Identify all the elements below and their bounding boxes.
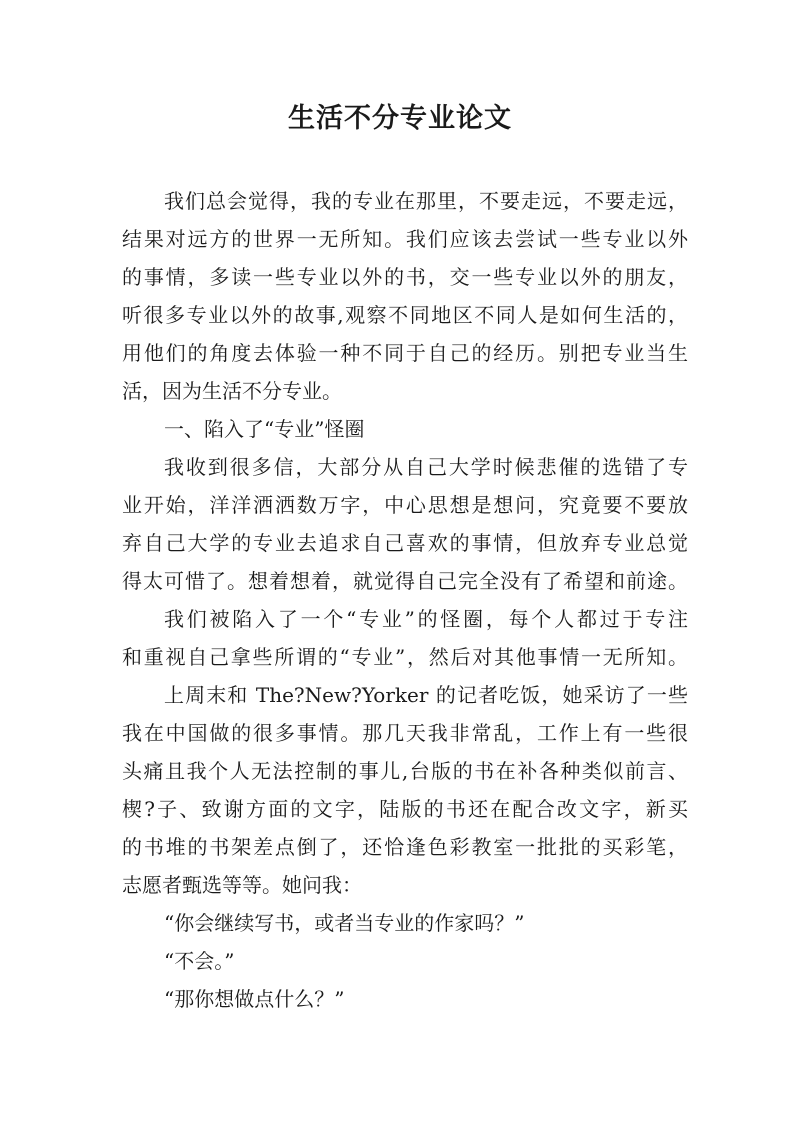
paragraph-line: 结果对远方的世界一无所知。我们应该去尝试一些专业以外: [122, 227, 688, 251]
paragraph-line: 我们总会觉得，我的专业在那里，不要走远，不要走远，: [164, 189, 688, 213]
paragraph-line: 的书堆的书架差点倒了，还恰逢色彩教室一批批的买彩笔，: [122, 835, 688, 859]
document-title: 生活不分专业论文: [288, 103, 512, 134]
paragraph-line: 头痛且我个人无法控制的事儿,台版的书在补各种类似前言、: [122, 759, 688, 783]
paragraph-line: 我在中国做的很多事情。那几天我非常乱，工作上有一些很: [122, 721, 688, 745]
paragraph-line: 志愿者甄选等等。她问我：: [122, 873, 362, 897]
dialogue-line: “不会。”: [164, 949, 235, 973]
paragraph-line: 和重视自己拿些所谓的“专业”，然后对其他事情一无所知。: [122, 645, 688, 669]
paragraph-line: 业开始，洋洋洒洒数万字，中心思想是想问，究竟要不要放: [122, 493, 688, 517]
paragraph-line: 弃自己大学的专业去追求自己喜欢的事情，但放弃专业总觉: [122, 531, 688, 555]
section-heading: 一、陷入了“专业”怪圈: [164, 417, 365, 441]
paragraph-line: 我们被陷入了一个“专业”的怪圈，每个人都过于专注: [164, 607, 688, 631]
paragraph-line: 活，因为生活不分专业。: [122, 379, 342, 403]
paragraph-line: 楔?子、致谢方面的文字，陆版的书还在配合改文字，新买: [122, 797, 688, 821]
dialogue-line: “你会继续写书，或者当专业的作家吗？”: [164, 911, 525, 935]
paragraph-line: 得太可惜了。想着想着，就觉得自己完全没有了希望和前途。: [122, 569, 688, 593]
paragraph-line: 上周末和 The?New?Yorker 的记者吃饭，她采访了一些: [164, 683, 688, 707]
paragraph-line: 的事情，多读一些专业以外的书，交一些专业以外的朋友，: [122, 265, 688, 289]
paragraph-line: 听很多专业以外的故事,观察不同地区不同人是如何生活的，: [122, 303, 688, 327]
document-body: [122, 182, 688, 1018]
paragraph-line: 用他们的角度去体验一种不同于自己的经历。别把专业当生: [122, 341, 688, 365]
paragraph-line: 我收到很多信，大部分从自己大学时候悲催的选错了专: [164, 455, 688, 479]
dialogue-line: “那你想做点什么？”: [164, 987, 345, 1011]
